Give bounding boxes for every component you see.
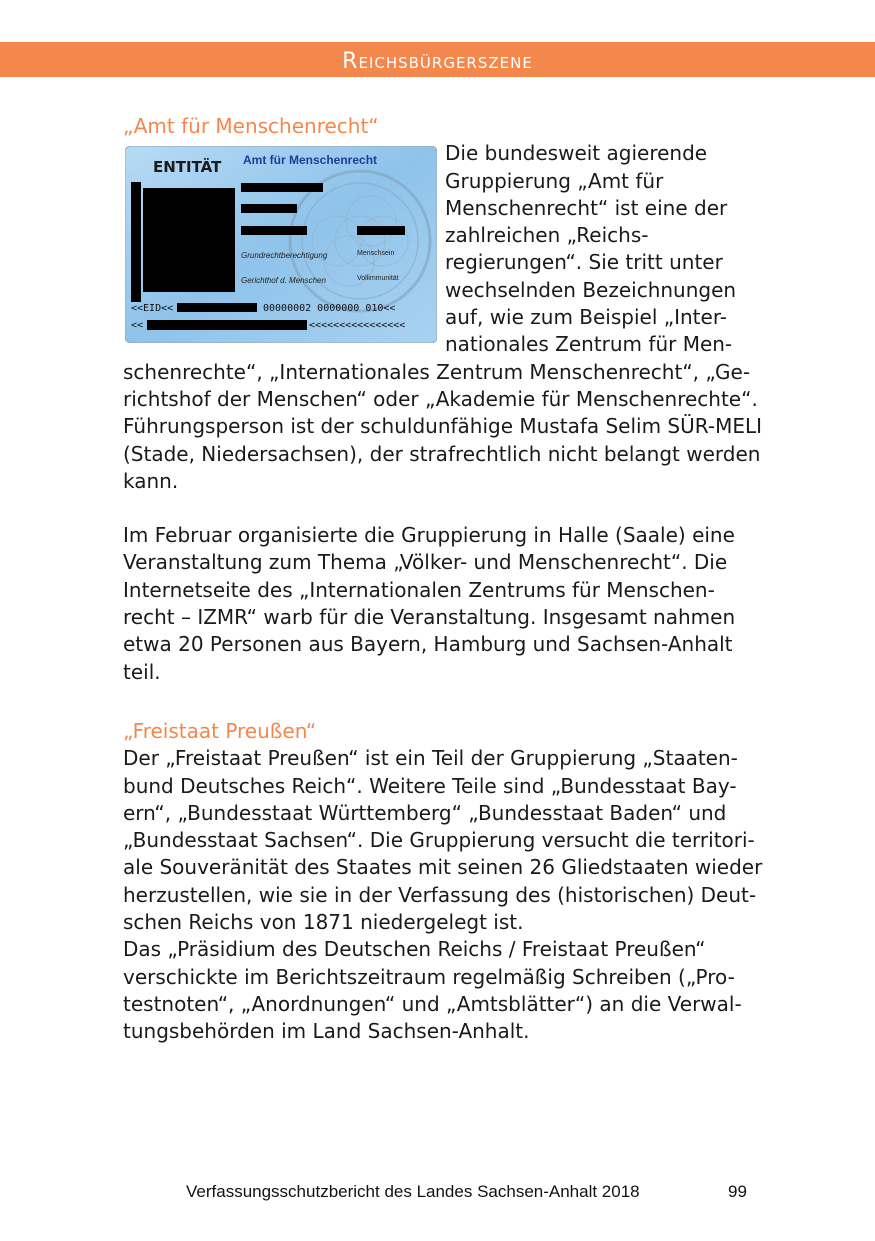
card-mrz-line-2-start: << — [131, 320, 144, 332]
section-title: Reichsbürgerszene — [342, 49, 533, 74]
paragraph: Im Februar organisierte die Gruppierung in Halle (Saale) eine Veranstaltung zum Thema „Völker- und Menschenrecht“. Die Internetseite des „Internationalen Zentrums für Menschen-recht – IZMR“ warb für die Veranstaltung. Insgesamt nahmen etwa 20 Personen aus Bayern, Hamburg und Sachsen-Anhalt teil. — [123, 523, 736, 684]
card-issuer: Amt für Menschenrecht — [243, 153, 378, 168]
card-mrz-line-2-end: <<<<<<<<<<<<<<<< — [309, 320, 406, 332]
section-freistaat-preussen — [123, 718, 763, 1046]
section-heading: „Freistaat Preußen“ — [123, 719, 317, 743]
card-field-1-value: Menschsein — [357, 250, 395, 258]
card-field-2-value: Vollimmunität — [357, 275, 399, 283]
card-title: ENTITÄT — [153, 158, 222, 177]
section-amt-fuer-menschenrecht — [123, 113, 763, 686]
paragraph: Der „Freistaat Preußen“ ist ein Teil der Gruppierung „Staaten-bund Deutsches Reich“. Weitere Teile sind „Bundesstaat Bay-ern“, „Bundesstaat Württemberg“ „Bundesstaat Baden“ und „Bundesstaat Sachsen“. Die Gruppierung versucht die territori-ale Souveränität des Staates mit seinen 26 Gliedstaaten wieder herzustellen, wie sie in der Verfassung des (historischen) Deut-schen Reichs von 1871 niedergelegt ist. — [123, 746, 763, 935]
footer-publication: Verfassungsschutzbericht des Landes Sachsen-Anhalt 2018 — [186, 1182, 640, 1201]
page-number: 99 — [728, 1182, 747, 1201]
id-card-image — [125, 146, 437, 343]
section-banner — [0, 42, 875, 77]
card-field-1: Grundrechtberechtigung — [241, 251, 328, 261]
card-field-2: Gerichthof d. Menschen — [241, 276, 326, 286]
card-mrz-line-1-end: 00000002 0000000 010<< — [263, 303, 396, 315]
paragraph: Das „Präsidium des Deutschen Reichs / Freistaat Preußen“ verschickte im Berichtszeitraum regelmäßig Schreiben („Pro-testnoten“, „Anordnungen“ und „Amtsblätter“) an die Verwal-tungsbehörden im Land Sachsen-Anhalt. — [123, 937, 742, 1044]
paragraph: Die bundesweit agierende Gruppierung „Amt für Menschenrecht“ ist eine der zahlreichen „Reichs-regierungen“. Sie tritt unter wechselnden Bezeichnungen auf, wie zum Beispiel „Inter-nationales Zentrum für Men-schenrechte“, „Internationales Zentrum Menschenrecht“, „Ge-richtshof der Menschen“ oder „Akademie für Menschenrechte“. Führungsperson ist der schuldunfähige Mustafa Selim SÜR-MELI (Stade, Niedersachsen), der strafrechtlich nicht belangt werden kann. — [123, 141, 763, 493]
card-mrz-line-1-start: <<EID<< — [131, 303, 174, 315]
section-heading: „Amt für Menschenrecht“ — [123, 114, 379, 138]
